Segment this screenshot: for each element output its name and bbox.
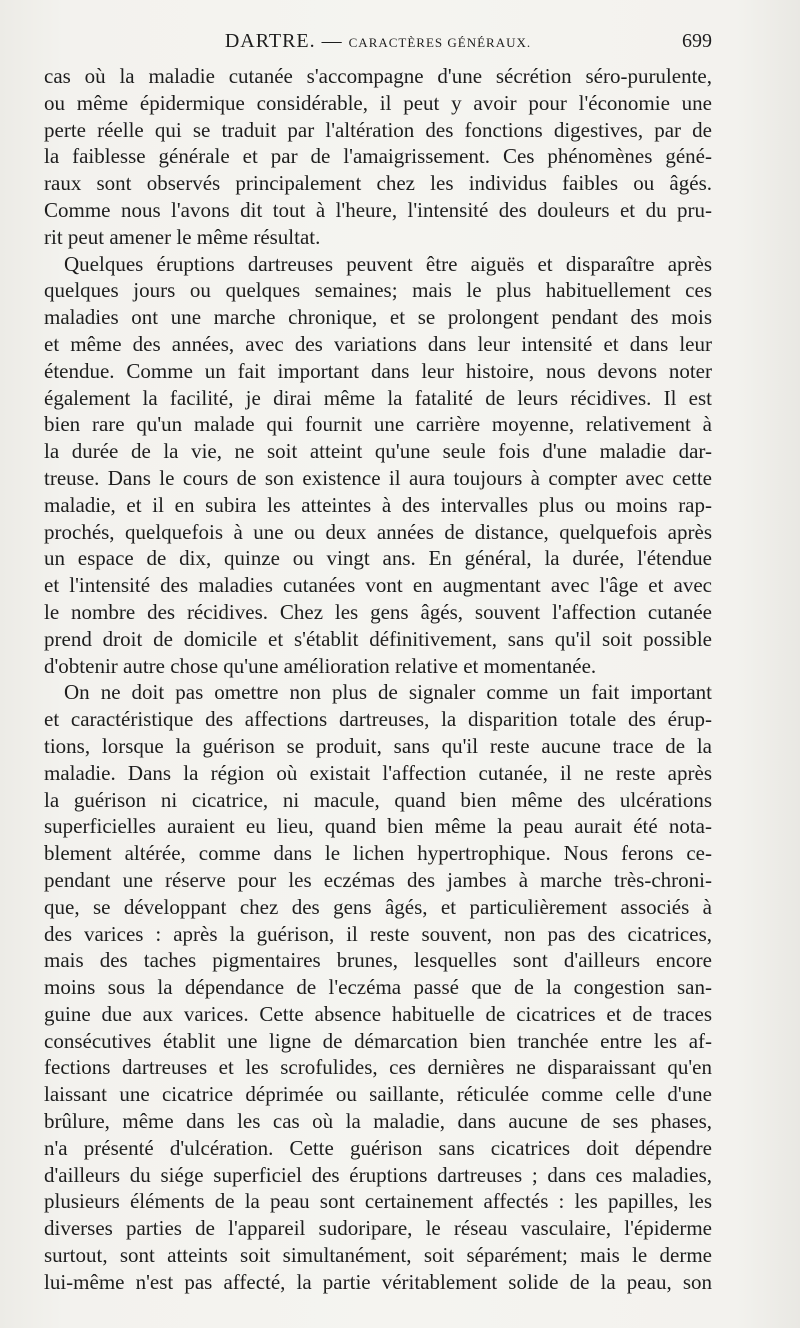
text-line: et caractéristique des affections dartreuses, la disparition totale des érup- — [44, 707, 712, 732]
text-line: la durée de la vie, ne soit atteint qu'une seule fois d'une maladie dar- — [44, 439, 712, 464]
text-line: maladies ont une marche chronique, et se prolongent pendant des mois — [44, 305, 712, 330]
text-line: prend droit de domicile et s'établit définitivement, sans qu'il soit possible — [44, 626, 712, 651]
text-line: pendant une réserve pour les eczémas des jambes à marche très-chroni- — [44, 867, 712, 892]
text-line: fections dartreuses et les scrofulides, ces dernières ne disparaissant qu'en — [44, 1055, 712, 1080]
text-line: des varices : après la guérison, il reste souvent, non pas des cicatrices, — [44, 921, 712, 946]
text-line: ou même épidermique considérable, il peut y avoir pour l'économie une — [44, 90, 712, 115]
text-line: lui-même n'est pas affecté, la partie véritablement solide de la peau, son — [44, 1269, 712, 1294]
running-header — [44, 30, 712, 60]
text-line: d'obtenir autre chose qu'une amélioration relative et momentanée. — [44, 653, 597, 678]
text-line: plusieurs éléments de la peau sont certainement affectés : les papilles, les — [44, 1189, 712, 1214]
text-line: bien rare qu'un malade qui fournit une carrière moyenne, relativement à — [44, 412, 712, 437]
text-line: et même des années, avec des variations dans leur intensité et dans leur — [44, 331, 712, 356]
text-line: guine due aux varices. Cette absence habituelle de cicatrices et de traces — [44, 1001, 712, 1026]
text-line: perte réelle qui se traduit par l'altération des fonctions digestives, par de — [44, 117, 712, 142]
text-line: surtout, sont atteints soit simultanément, soit séparément; mais le derme — [44, 1243, 712, 1268]
text-line: la guérison ni cicatrice, ni macule, quand bien même des ulcérations — [44, 787, 712, 812]
text-line: cas où la maladie cutanée s'accompagne d'une sécrétion séro-purulente, — [44, 64, 712, 88]
running-title-separator: — — [321, 30, 343, 52]
text-line: étendue. Comme un fait important dans leur histoire, nous devons noter — [44, 358, 712, 383]
running-title-main: DARTRE. — [224, 30, 316, 52]
text-line: On ne doit pas omettre non plus de signaler comme un fait important — [64, 680, 712, 705]
text-line: Quelques éruptions dartreuses peuvent être aiguës et disparaître après — [64, 251, 712, 276]
text-line: tions, lorsque la guérison se produit, sans qu'il reste aucune trace de la — [44, 733, 712, 758]
text-line: blement altérée, comme dans le lichen hypertrophique. Nous ferons ce- — [44, 841, 712, 866]
text-line: Comme nous l'avons dit tout à l'heure, l'intensité des douleurs et du pru- — [44, 197, 712, 222]
text-line: maladie. Dans la région où existait l'affection cutanée, il ne reste après — [44, 760, 712, 785]
text-line: laissant une cicatrice déprimée ou saillante, réticulée comme celle d'une — [44, 1082, 712, 1107]
running-title-sub: CARACTÈRES GÉNÉRAUX. — [348, 35, 532, 50]
running-title — [44, 30, 712, 53]
text-line: superficielles auraient eu lieu, quand bien même la peau aurait été nota- — [44, 814, 712, 839]
text-line: n'a présenté d'ulcération. Cette guérison sans cicatrices doit dépendre — [44, 1135, 712, 1160]
text-line: rit peut amener le même résultat. — [44, 224, 321, 249]
text-line: mais des taches pigmentaires brunes, lesquelles sont d'ailleurs encore — [44, 948, 712, 973]
page-number: 699 — [682, 30, 712, 52]
text-line: également la facilité, je dirai même la fatalité de leurs récidives. Il est — [44, 385, 712, 410]
text-line: le nombre des récidives. Chez les gens âgés, souvent l'affection cutanée — [44, 599, 712, 624]
body-text — [44, 63, 712, 1296]
text-line: et l'intensité des maladies cutanées vont en augmentant avec l'âge et avec — [44, 573, 712, 598]
text-line: brûlure, même dans les cas où la maladie, dans aucune de ses phases, — [44, 1109, 712, 1134]
text-line: treuse. Dans le cours de son existence il aura toujours à compter avec cette — [44, 465, 712, 490]
text-line: quelques jours ou quelques semaines; mais le plus habituellement ces — [44, 278, 712, 303]
text-line: la faiblesse générale et par de l'amaigrissement. Ces phénomènes géné- — [44, 144, 712, 169]
text-line: moins sous la dépendance de l'eczéma passé que de la congestion san- — [44, 975, 712, 1000]
text-line: maladie, et il en subira les atteintes à des intervalles plus ou moins rap- — [44, 492, 712, 517]
text-line: d'ailleurs du siége superficiel des éruptions dartreuses ; dans ces maladies, — [44, 1162, 712, 1187]
text-line: consécutives établit une ligne de démarcation bien tranchée entre les af- — [44, 1028, 712, 1053]
text-line: raux sont observés principalement chez les individus faibles ou âgés. — [44, 171, 712, 196]
text-line: que, se développant chez des gens âgés, et particulièrement associés à — [44, 894, 712, 919]
text-line: diverses parties de l'appareil sudoripare, le réseau vasculaire, l'épiderme — [44, 1216, 712, 1241]
text-line: un espace de dix, quinze ou vingt ans. En général, la durée, l'étendue — [44, 546, 712, 571]
text-line: prochés, quelquefois à une ou deux années de distance, quelquefois après — [44, 519, 712, 544]
